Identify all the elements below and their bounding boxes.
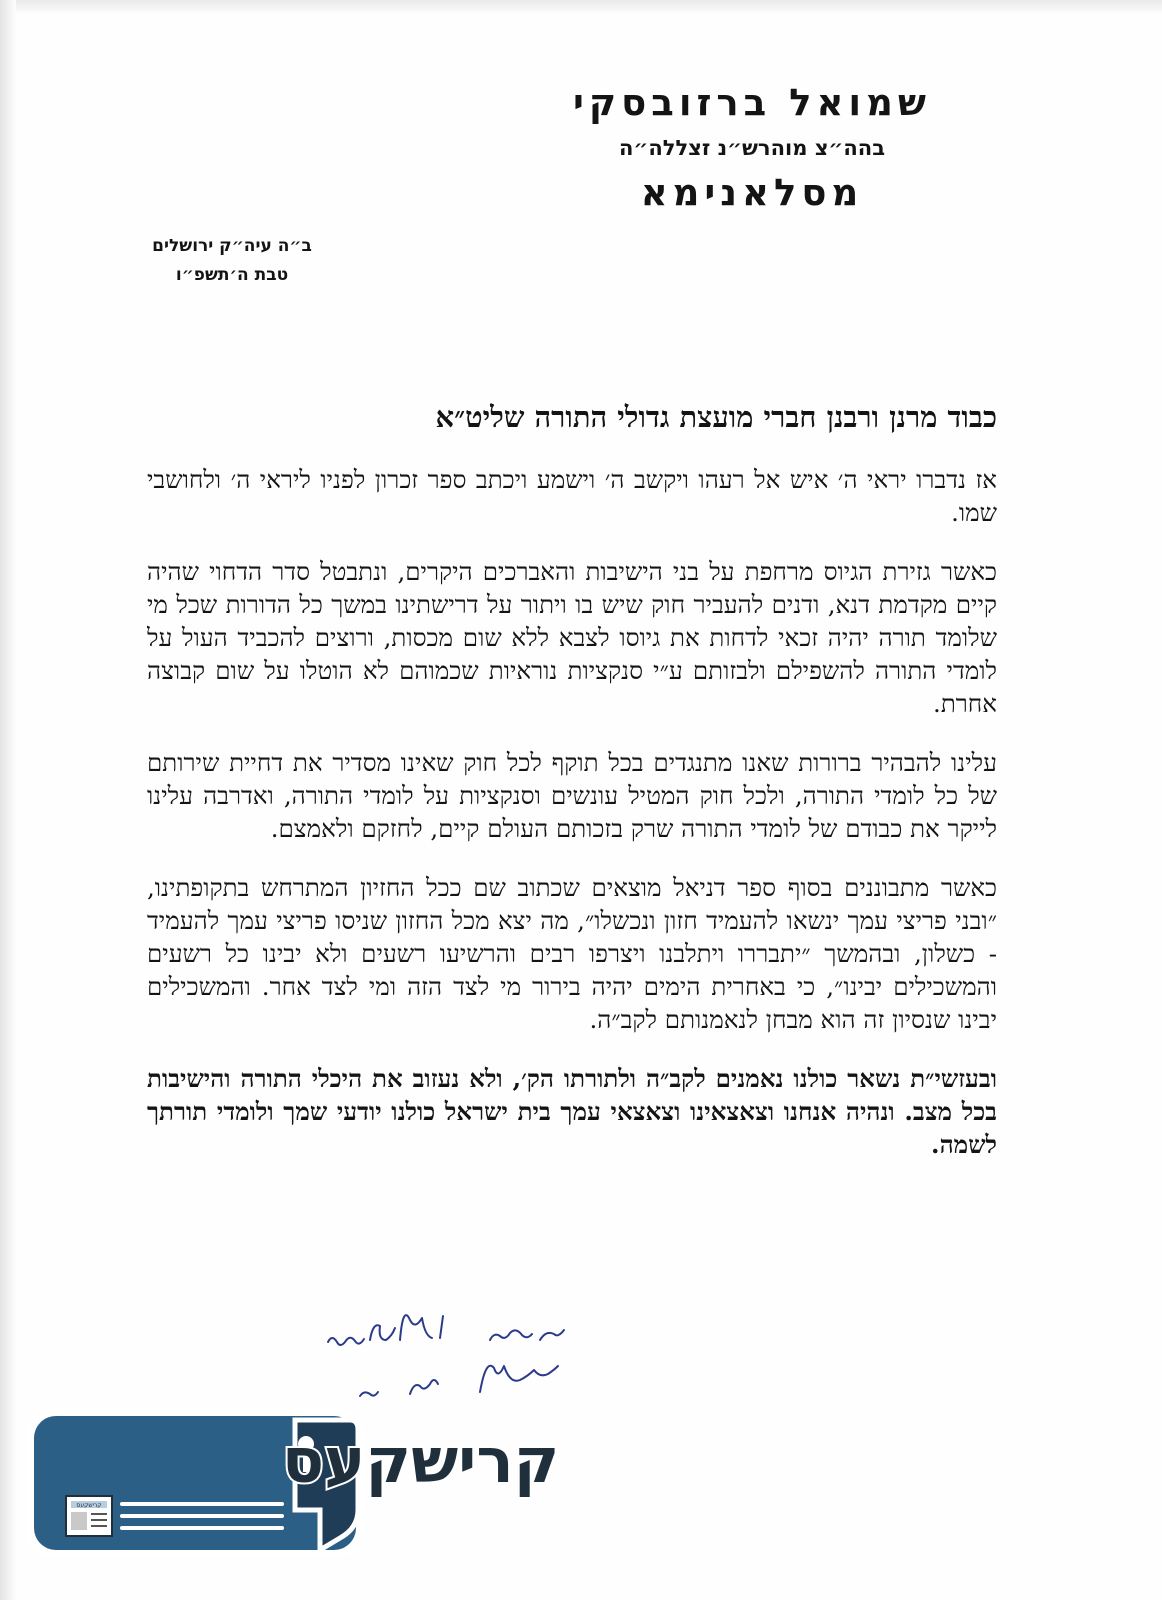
scan-edge-left [0, 0, 16, 1600]
letterhead [542, 78, 962, 218]
paragraph-daniel: כאשר מתבוננים בסוף ספר דניאל מוצאים שכתוב שם ככל החזיון המתרחש בתקופתינו, ״ובני פריצי עמך ינשאו להעמיד חזון ונכשלו״, מה יצא מכל החזון שניסו פריצי עמך להעמיד - כשלון, ובהמשך ״יתבררו ויתלבנו ויצרפו רבים והרשיעו רשעים ולא יבינו כל רשעים והמשכילים יבינו״, כי באחרית הימים יהיה בירור מי לצד הזה ומי לצד אחר. והמשכילים יבינו שנסיון זה הוא מבחן לנאמנותם לקב״ה. [147, 873, 997, 1034]
scan-edge-top [0, 0, 1162, 14]
letterhead-name: שמואל ברזובסקי [573, 81, 931, 124]
letterhead-place: מסלאנימא [640, 171, 864, 214]
letterhead-subtitle: בהה״צ מוהרש״נ זצללה״ה [618, 136, 886, 160]
dateline-place: ב״ה עיה״ק ירושלים [152, 236, 312, 256]
watermark-brand-text: קרישקעס [282, 1424, 560, 1497]
newspaper-mini-brand: קרישקעס [76, 1502, 102, 1509]
addressee-heading: כבוד מרנן ורבנן חברי מועצת גדולי התורה שליט״א [435, 400, 997, 434]
newspaper-icon [66, 1496, 112, 1536]
dateline [122, 232, 342, 290]
letter-body [147, 463, 997, 1187]
kreishkes-watermark-logo [20, 1400, 560, 1570]
paragraph-opening-verse: אז נדברו יראי ה׳ איש אל רעהו ויקשב ה׳ וישמע ויכתב ספר זכרון לפניו ליראי ה׳ ולחושבי שמו. [147, 465, 997, 527]
paragraph-opposition: עלינו להבהיר ברורות שאנו מתנגדים בכל תוקף לכל חוק שאינו מסדיר את דחיית שירותם של כל לומדי התורה, ולכל חוק המטיל עונשים וסנקציות על לומדי התורה, ואדרבה עלינו לייקר את כבודם של לומדי התורה שרק בזכותם העולם קיים, לחזקם ולאמצם. [147, 748, 997, 843]
paragraph-closing: ובעזשי״ת נשאר כולנו נאמנים לקב״ה ולתורתו הק׳, ולא נעזוב את היכלי התורה והישיבות בכל מצב. ונהיה אנחנו וצאצאינו וצאצאי עמך בית ישראל כולנו יודעי שמך ולומדי תורתך לשמה. [147, 1064, 997, 1159]
dateline-date: טבת ה׳תשפ״ו [175, 265, 289, 285]
paragraph-draft-decree: כאשר גזירת הגיוס מרחפת על בני הישיבות והאברכים היקרים, ונתבטל סדר הדחוי שהיה קיים מקדמת דנא, ודנים להעביר חוק שיש בו ויתור על דרישתינו במשך כל הדורות שכל מי שלומד תורה יהיה זכאי לדחות את גיוסו לצבא ללא שום מכסות, ורוצים להכביד העול על לומדי התורה להשפילם ולבזותם ע״י סנקציות נוראיות שכמוהם לא הוטלו על שום קבוצה אחרת. [147, 557, 997, 718]
